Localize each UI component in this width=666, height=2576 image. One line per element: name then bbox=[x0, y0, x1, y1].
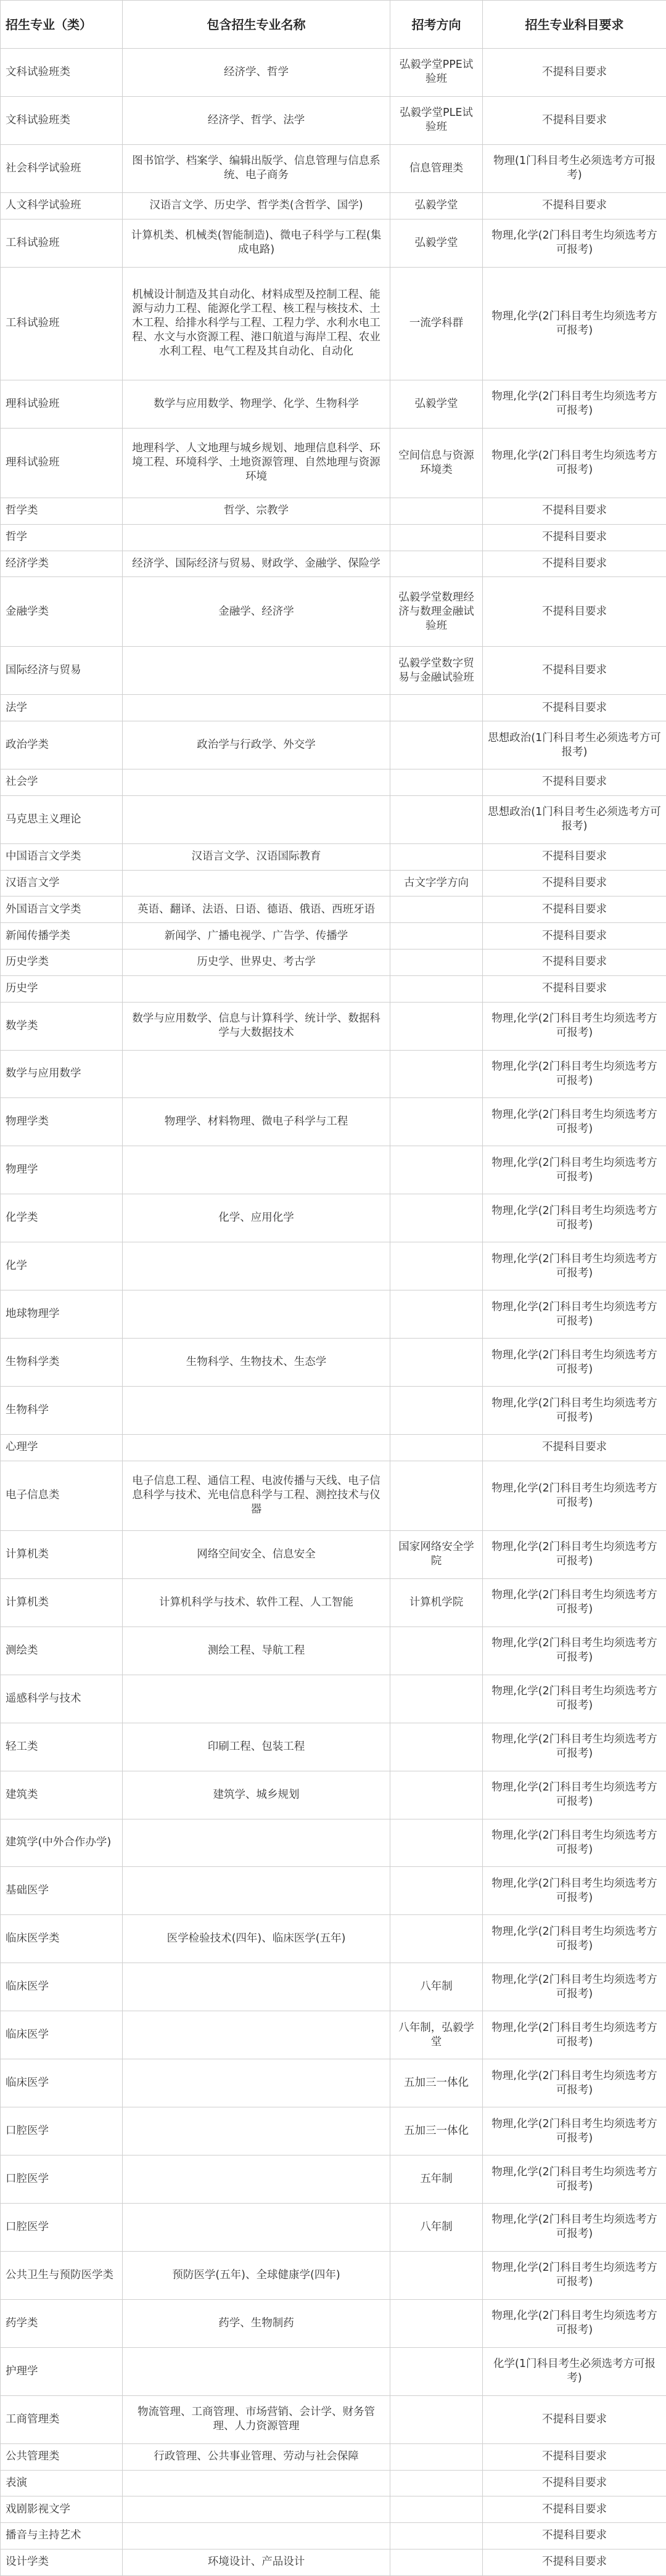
cell-subject-requirement: 不提科目要求 bbox=[483, 647, 666, 695]
cell-direction: 计算机学院 bbox=[390, 1578, 483, 1626]
cell-direction: 八年制，弘毅学堂 bbox=[390, 2011, 483, 2059]
cell-direction bbox=[390, 1675, 483, 1723]
table-row bbox=[1, 1626, 666, 1675]
table-row bbox=[1, 96, 666, 144]
cell-direction bbox=[390, 1098, 483, 1146]
cell-direction bbox=[390, 1819, 483, 1867]
cell-direction bbox=[390, 2395, 483, 2443]
cell-subject-requirement: 物理,化学(2门科目考生均须选考方可报考) bbox=[483, 1290, 666, 1339]
cell-major: 表演 bbox=[1, 2470, 123, 2496]
cell-included-majors bbox=[123, 647, 390, 695]
cell-major: 人文科学试验班 bbox=[1, 192, 123, 219]
cell-major: 社会科学试验班 bbox=[1, 144, 123, 192]
cell-major: 社会学 bbox=[1, 769, 123, 796]
cell-major: 建筑类 bbox=[1, 1771, 123, 1819]
table-row bbox=[1, 1675, 666, 1723]
cell-direction bbox=[390, 1435, 483, 1461]
cell-subject-requirement: 思想政治(1门科目考生必须选考方可报考) bbox=[483, 721, 666, 769]
cell-included-majors: 环境设计、产品设计 bbox=[123, 2549, 390, 2575]
cell-major: 心理学 bbox=[1, 1435, 123, 1461]
cell-subject-requirement: 物理,化学(2门科目考生均须选考方可报考) bbox=[483, 1461, 666, 1530]
cell-major: 新闻传播学类 bbox=[1, 923, 123, 950]
cell-major: 轻工类 bbox=[1, 1723, 123, 1771]
table-row bbox=[1, 577, 666, 647]
cell-subject-requirement: 物理,化学(2门科目考生均须选考方可报考) bbox=[483, 1771, 666, 1819]
cell-included-majors bbox=[123, 2204, 390, 2252]
cell-included-majors: 经济学、国际经济与贸易、财政学、金融学、保险学 bbox=[123, 551, 390, 577]
cell-direction bbox=[390, 769, 483, 796]
header-subject-requirement: 招生专业科目要求 bbox=[483, 1, 666, 49]
table-row bbox=[1, 1194, 666, 1242]
cell-direction: 八年制 bbox=[390, 1963, 483, 2011]
cell-direction bbox=[390, 1002, 483, 1050]
cell-major: 临床医学 bbox=[1, 2011, 123, 2059]
cell-subject-requirement: 不提科目要求 bbox=[483, 577, 666, 647]
cell-subject-requirement: 不提科目要求 bbox=[483, 843, 666, 870]
cell-subject-requirement: 物理,化学(2门科目考生均须选考方可报考) bbox=[483, 1050, 666, 1098]
cell-major: 化学类 bbox=[1, 1194, 123, 1242]
header-major: 招生专业（类） bbox=[1, 1, 123, 49]
cell-included-majors bbox=[123, 2059, 390, 2107]
cell-direction bbox=[390, 923, 483, 950]
table-row bbox=[1, 1578, 666, 1626]
table-row bbox=[1, 769, 666, 796]
cell-subject-requirement: 不提科目要求 bbox=[483, 2496, 666, 2523]
cell-included-majors: 汉语言文学、历史学、哲学类(含哲学、国学) bbox=[123, 192, 390, 219]
cell-direction bbox=[390, 1387, 483, 1435]
cell-included-majors: 网络空间安全、信息安全 bbox=[123, 1530, 390, 1578]
table-row bbox=[1, 721, 666, 769]
cell-subject-requirement: 物理,化学(2门科目考生均须选考方可报考) bbox=[483, 219, 666, 267]
table-row bbox=[1, 2443, 666, 2470]
cell-direction bbox=[390, 2523, 483, 2549]
cell-major: 地球物理学 bbox=[1, 1290, 123, 1339]
cell-direction bbox=[390, 551, 483, 577]
table-row bbox=[1, 647, 666, 695]
cell-subject-requirement: 物理,化学(2门科目考生均须选考方可报考) bbox=[483, 1626, 666, 1675]
cell-major: 药学类 bbox=[1, 2299, 123, 2347]
table-row bbox=[1, 1963, 666, 2011]
cell-direction bbox=[390, 1723, 483, 1771]
cell-included-majors: 经济学、哲学、法学 bbox=[123, 96, 390, 144]
table-row bbox=[1, 2496, 666, 2523]
cell-included-majors: 印刷工程、包装工程 bbox=[123, 1723, 390, 1771]
cell-major: 公共管理类 bbox=[1, 2443, 123, 2470]
cell-direction bbox=[390, 2470, 483, 2496]
cell-subject-requirement: 不提科目要求 bbox=[483, 2443, 666, 2470]
table-row bbox=[1, 2251, 666, 2299]
cell-included-majors bbox=[123, 1146, 390, 1194]
cell-major: 工科试验班 bbox=[1, 219, 123, 267]
cell-direction: 一流学科群 bbox=[390, 267, 483, 380]
cell-subject-requirement: 物理,化学(2门科目考生均须选考方可报考) bbox=[483, 1339, 666, 1387]
cell-subject-requirement: 不提科目要求 bbox=[483, 896, 666, 923]
table-row bbox=[1, 949, 666, 975]
cell-included-majors bbox=[123, 2347, 390, 2395]
header-included-majors: 包含招生专业名称 bbox=[123, 1, 390, 49]
cell-subject-requirement: 物理,化学(2门科目考生均须选考方可报考) bbox=[483, 2156, 666, 2204]
cell-included-majors: 历史学、世界史、考古学 bbox=[123, 949, 390, 975]
cell-included-majors: 医学检验技术(四年)、临床医学(五年) bbox=[123, 1915, 390, 1963]
cell-direction: 弘毅学堂PLE试验班 bbox=[390, 96, 483, 144]
cell-subject-requirement: 物理,化学(2门科目考生均须选考方可报考) bbox=[483, 1098, 666, 1146]
cell-subject-requirement: 不提科目要求 bbox=[483, 2395, 666, 2443]
table-row bbox=[1, 1723, 666, 1771]
cell-subject-requirement: 物理,化学(2门科目考生均须选考方可报考) bbox=[483, 1915, 666, 1963]
cell-included-majors: 计算机科学与技术、软件工程、人工智能 bbox=[123, 1578, 390, 1626]
cell-major: 临床医学类 bbox=[1, 1915, 123, 1963]
table-row bbox=[1, 870, 666, 896]
cell-direction bbox=[390, 1242, 483, 1290]
cell-major: 临床医学 bbox=[1, 2059, 123, 2107]
table-header bbox=[1, 1, 666, 49]
table-row bbox=[1, 1098, 666, 1146]
cell-included-majors bbox=[123, 1435, 390, 1461]
cell-included-majors bbox=[123, 795, 390, 843]
cell-major: 法学 bbox=[1, 695, 123, 721]
cell-included-majors: 物理学、材料物理、微电子科学与工程 bbox=[123, 1098, 390, 1146]
table-row bbox=[1, 1002, 666, 1050]
cell-subject-requirement: 物理,化学(2门科目考生均须选考方可报考) bbox=[483, 1723, 666, 1771]
header-direction: 招考方向 bbox=[390, 1, 483, 49]
cell-direction bbox=[390, 2443, 483, 2470]
cell-subject-requirement: 物理,化学(2门科目考生均须选考方可报考) bbox=[483, 1963, 666, 2011]
cell-subject-requirement: 物理,化学(2门科目考生均须选考方可报考) bbox=[483, 1242, 666, 1290]
cell-direction bbox=[390, 1915, 483, 1963]
cell-included-majors: 汉语言文学、汉语国际教育 bbox=[123, 843, 390, 870]
cell-direction: 弘毅学堂 bbox=[390, 219, 483, 267]
cell-direction bbox=[390, 2347, 483, 2395]
cell-subject-requirement: 物理,化学(2门科目考生均须选考方可报考) bbox=[483, 380, 666, 428]
table-row bbox=[1, 1530, 666, 1578]
table-row bbox=[1, 1242, 666, 1290]
cell-major: 历史学类 bbox=[1, 949, 123, 975]
cell-subject-requirement: 不提科目要求 bbox=[483, 769, 666, 796]
table-row bbox=[1, 843, 666, 870]
cell-major: 临床医学 bbox=[1, 1963, 123, 2011]
cell-included-majors: 建筑学、城乡规划 bbox=[123, 1771, 390, 1819]
cell-included-majors: 政治学与行政学、外交学 bbox=[123, 721, 390, 769]
cell-direction bbox=[390, 1050, 483, 1098]
cell-major: 汉语言文学 bbox=[1, 870, 123, 896]
table-row bbox=[1, 795, 666, 843]
cell-included-majors: 化学、应用化学 bbox=[123, 1194, 390, 1242]
table-row bbox=[1, 2299, 666, 2347]
cell-included-majors: 新闻学、广播电视学、广告学、传播学 bbox=[123, 923, 390, 950]
cell-direction: 信息管理类 bbox=[390, 144, 483, 192]
table-row bbox=[1, 192, 666, 219]
table-row bbox=[1, 2347, 666, 2395]
cell-subject-requirement: 不提科目要求 bbox=[483, 2470, 666, 2496]
cell-included-majors: 数学与应用数学、信息与计算科学、统计学、数据科学与大数据技术 bbox=[123, 1002, 390, 1050]
cell-included-majors bbox=[123, 769, 390, 796]
cell-direction: 弘毅学堂PPE试验班 bbox=[390, 49, 483, 97]
cell-included-majors: 预防医学(五年)、全球健康学(四年) bbox=[123, 2251, 390, 2299]
cell-major: 计算机类 bbox=[1, 1530, 123, 1578]
cell-major: 哲学类 bbox=[1, 498, 123, 524]
cell-subject-requirement: 物理,化学(2门科目考生均须选考方可报考) bbox=[483, 2059, 666, 2107]
cell-direction bbox=[390, 1461, 483, 1530]
cell-direction: 弘毅学堂数字贸易与金融试验班 bbox=[390, 647, 483, 695]
cell-included-majors bbox=[123, 695, 390, 721]
cell-included-majors: 行政管理、公共事业管理、劳动与社会保障 bbox=[123, 2443, 390, 2470]
table-row bbox=[1, 923, 666, 950]
cell-subject-requirement: 物理,化学(2门科目考生均须选考方可报考) bbox=[483, 1146, 666, 1194]
cell-major: 物理学 bbox=[1, 1146, 123, 1194]
cell-included-majors bbox=[123, 1675, 390, 1723]
cell-major: 数学与应用数学 bbox=[1, 1050, 123, 1098]
cell-direction bbox=[390, 843, 483, 870]
table-row bbox=[1, 2523, 666, 2549]
cell-subject-requirement: 物理,化学(2门科目考生均须选考方可报考) bbox=[483, 2299, 666, 2347]
cell-subject-requirement: 物理,化学(2门科目考生均须选考方可报考) bbox=[483, 2204, 666, 2252]
cell-included-majors bbox=[123, 1963, 390, 2011]
cell-subject-requirement: 物理,化学(2门科目考生均须选考方可报考) bbox=[483, 267, 666, 380]
cell-included-majors bbox=[123, 2011, 390, 2059]
cell-direction bbox=[390, 2299, 483, 2347]
cell-major: 工商管理类 bbox=[1, 2395, 123, 2443]
cell-subject-requirement: 物理,化学(2门科目考生均须选考方可报考) bbox=[483, 1867, 666, 1915]
table-row bbox=[1, 219, 666, 267]
table-row bbox=[1, 1339, 666, 1387]
cell-major: 数学类 bbox=[1, 1002, 123, 1050]
table-row bbox=[1, 498, 666, 524]
table-row bbox=[1, 2107, 666, 2156]
cell-included-majors bbox=[123, 2156, 390, 2204]
cell-major: 设计学类 bbox=[1, 2549, 123, 2575]
cell-direction bbox=[390, 1339, 483, 1387]
cell-included-majors bbox=[123, 524, 390, 551]
table-row bbox=[1, 1387, 666, 1435]
cell-included-majors: 电子信息工程、通信工程、电波传播与天线、电子信息科学与技术、光电信息科学与工程、测控技术与仪器 bbox=[123, 1461, 390, 1530]
cell-included-majors bbox=[123, 1050, 390, 1098]
cell-subject-requirement: 不提科目要求 bbox=[483, 695, 666, 721]
table-row bbox=[1, 49, 666, 97]
header-row bbox=[1, 1, 666, 49]
cell-subject-requirement: 不提科目要求 bbox=[483, 96, 666, 144]
cell-subject-requirement: 物理,化学(2门科目考生均须选考方可报考) bbox=[483, 1387, 666, 1435]
cell-included-majors: 地理科学、人文地理与城乡规划、地理信息科学、环境工程、环境科学、土地资源管理、自然地理与资源环境 bbox=[123, 428, 390, 498]
cell-subject-requirement: 不提科目要求 bbox=[483, 923, 666, 950]
table-row bbox=[1, 1771, 666, 1819]
cell-included-majors: 哲学、宗教学 bbox=[123, 498, 390, 524]
table-row bbox=[1, 1435, 666, 1461]
table-row bbox=[1, 1050, 666, 1098]
cell-major: 金融学类 bbox=[1, 577, 123, 647]
cell-included-majors bbox=[123, 1387, 390, 1435]
cell-direction: 五加三一体化 bbox=[390, 2059, 483, 2107]
table-row bbox=[1, 2470, 666, 2496]
cell-direction: 五加三一体化 bbox=[390, 2107, 483, 2156]
cell-direction bbox=[390, 2251, 483, 2299]
cell-included-majors bbox=[123, 1819, 390, 1867]
table-row bbox=[1, 1819, 666, 1867]
cell-subject-requirement: 不提科目要求 bbox=[483, 498, 666, 524]
cell-subject-requirement: 不提科目要求 bbox=[483, 975, 666, 1002]
cell-subject-requirement: 不提科目要求 bbox=[483, 551, 666, 577]
cell-subject-requirement: 不提科目要求 bbox=[483, 49, 666, 97]
cell-subject-requirement: 不提科目要求 bbox=[483, 1435, 666, 1461]
cell-major: 生物科学类 bbox=[1, 1339, 123, 1387]
cell-subject-requirement: 不提科目要求 bbox=[483, 524, 666, 551]
cell-direction bbox=[390, 2549, 483, 2575]
cell-included-majors: 图书馆学、档案学、编辑出版学、信息管理与信息系统、电子商务 bbox=[123, 144, 390, 192]
table-row bbox=[1, 1146, 666, 1194]
cell-major: 计算机类 bbox=[1, 1578, 123, 1626]
cell-included-majors bbox=[123, 2470, 390, 2496]
cell-direction bbox=[390, 1290, 483, 1339]
cell-included-majors: 英语、翻译、法语、日语、德语、俄语、西班牙语 bbox=[123, 896, 390, 923]
cell-major: 播音与主持艺术 bbox=[1, 2523, 123, 2549]
cell-included-majors: 药学、生物制药 bbox=[123, 2299, 390, 2347]
cell-direction bbox=[390, 896, 483, 923]
cell-direction bbox=[390, 975, 483, 1002]
table-row bbox=[1, 896, 666, 923]
cell-direction bbox=[390, 795, 483, 843]
cell-included-majors bbox=[123, 975, 390, 1002]
table-row bbox=[1, 2549, 666, 2575]
cell-major: 政治学类 bbox=[1, 721, 123, 769]
table-row bbox=[1, 1867, 666, 1915]
cell-direction bbox=[390, 1146, 483, 1194]
cell-direction: 弘毅学堂 bbox=[390, 192, 483, 219]
cell-subject-requirement: 物理,化学(2门科目考生均须选考方可报考) bbox=[483, 1578, 666, 1626]
cell-subject-requirement: 不提科目要求 bbox=[483, 870, 666, 896]
cell-major: 公共卫生与预防医学类 bbox=[1, 2251, 123, 2299]
cell-major: 工科试验班 bbox=[1, 267, 123, 380]
cell-major: 国际经济与贸易 bbox=[1, 647, 123, 695]
table-row bbox=[1, 524, 666, 551]
table-row bbox=[1, 551, 666, 577]
cell-included-majors: 经济学、哲学 bbox=[123, 49, 390, 97]
cell-major: 口腔医学 bbox=[1, 2156, 123, 2204]
cell-major: 口腔医学 bbox=[1, 2107, 123, 2156]
cell-included-majors bbox=[123, 870, 390, 896]
cell-included-majors: 物流管理、工商管理、市场营销、会计学、财务管理、人力资源管理 bbox=[123, 2395, 390, 2443]
cell-direction bbox=[390, 1867, 483, 1915]
cell-subject-requirement: 物理,化学(2门科目考生均须选考方可报考) bbox=[483, 1002, 666, 1050]
cell-direction bbox=[390, 524, 483, 551]
table-row bbox=[1, 1915, 666, 1963]
cell-subject-requirement: 物理(1门科目考生必须选考方可报考) bbox=[483, 144, 666, 192]
table-row bbox=[1, 1461, 666, 1530]
cell-subject-requirement: 物理,化学(2门科目考生均须选考方可报考) bbox=[483, 2107, 666, 2156]
cell-major: 测绘类 bbox=[1, 1626, 123, 1675]
cell-major: 电子信息类 bbox=[1, 1461, 123, 1530]
cell-subject-requirement: 不提科目要求 bbox=[483, 949, 666, 975]
cell-included-majors bbox=[123, 2523, 390, 2549]
cell-subject-requirement: 不提科目要求 bbox=[483, 2549, 666, 2575]
table-row bbox=[1, 2395, 666, 2443]
cell-direction bbox=[390, 2496, 483, 2523]
cell-major: 化学 bbox=[1, 1242, 123, 1290]
cell-subject-requirement: 物理,化学(2门科目考生均须选考方可报考) bbox=[483, 2011, 666, 2059]
cell-included-majors bbox=[123, 1242, 390, 1290]
cell-direction bbox=[390, 1194, 483, 1242]
cell-major: 口腔医学 bbox=[1, 2204, 123, 2252]
cell-major: 经济学类 bbox=[1, 551, 123, 577]
cell-subject-requirement: 物理,化学(2门科目考生均须选考方可报考) bbox=[483, 1819, 666, 1867]
cell-subject-requirement: 不提科目要求 bbox=[483, 2523, 666, 2549]
table-row bbox=[1, 975, 666, 1002]
cell-subject-requirement: 思想政治(1门科目考生必须选考方可报考) bbox=[483, 795, 666, 843]
cell-major: 外国语言文学类 bbox=[1, 896, 123, 923]
cell-included-majors: 计算机类、机械类(智能制造)、微电子科学与工程(集成电路) bbox=[123, 219, 390, 267]
cell-major: 理科试验班 bbox=[1, 428, 123, 498]
cell-major: 戏剧影视文学 bbox=[1, 2496, 123, 2523]
cell-included-majors bbox=[123, 2496, 390, 2523]
cell-major: 历史学 bbox=[1, 975, 123, 1002]
cell-major: 哲学 bbox=[1, 524, 123, 551]
cell-direction: 五年制 bbox=[390, 2156, 483, 2204]
cell-major: 理科试验班 bbox=[1, 380, 123, 428]
table-row bbox=[1, 428, 666, 498]
cell-subject-requirement: 物理,化学(2门科目考生均须选考方可报考) bbox=[483, 1194, 666, 1242]
cell-subject-requirement: 化学(1门科目考生必须选考方可报考) bbox=[483, 2347, 666, 2395]
table-row bbox=[1, 695, 666, 721]
cell-major: 护理学 bbox=[1, 2347, 123, 2395]
cell-direction bbox=[390, 721, 483, 769]
cell-major: 物理学类 bbox=[1, 1098, 123, 1146]
table-row bbox=[1, 380, 666, 428]
cell-subject-requirement: 物理,化学(2门科目考生均须选考方可报考) bbox=[483, 2251, 666, 2299]
cell-included-majors bbox=[123, 2107, 390, 2156]
cell-included-majors: 金融学、经济学 bbox=[123, 577, 390, 647]
cell-subject-requirement: 物理,化学(2门科目考生均须选考方可报考) bbox=[483, 1675, 666, 1723]
table-row bbox=[1, 267, 666, 380]
table-body bbox=[1, 49, 666, 2576]
cell-direction bbox=[390, 498, 483, 524]
cell-included-majors bbox=[123, 1867, 390, 1915]
table-row bbox=[1, 144, 666, 192]
cell-subject-requirement: 物理,化学(2门科目考生均须选考方可报考) bbox=[483, 1530, 666, 1578]
cell-major: 中国语言文学类 bbox=[1, 843, 123, 870]
cell-major: 马克思主义理论 bbox=[1, 795, 123, 843]
cell-direction: 弘毅学堂 bbox=[390, 380, 483, 428]
cell-direction bbox=[390, 695, 483, 721]
cell-subject-requirement: 物理,化学(2门科目考生均须选考方可报考) bbox=[483, 428, 666, 498]
cell-direction: 国家网络安全学院 bbox=[390, 1530, 483, 1578]
cell-major: 遥感科学与技术 bbox=[1, 1675, 123, 1723]
cell-direction: 空间信息与资源环境类 bbox=[390, 428, 483, 498]
cell-included-majors: 生物科学、生物技术、生态学 bbox=[123, 1339, 390, 1387]
cell-direction bbox=[390, 949, 483, 975]
cell-included-majors bbox=[123, 1290, 390, 1339]
cell-major: 文科试验班类 bbox=[1, 96, 123, 144]
cell-direction: 弘毅学堂数理经济与数理金融试验班 bbox=[390, 577, 483, 647]
cell-direction bbox=[390, 1771, 483, 1819]
cell-direction: 八年制 bbox=[390, 2204, 483, 2252]
cell-major: 生物科学 bbox=[1, 1387, 123, 1435]
cell-major: 文科试验班类 bbox=[1, 49, 123, 97]
cell-direction bbox=[390, 1626, 483, 1675]
table-row bbox=[1, 1290, 666, 1339]
cell-direction: 古文字学方向 bbox=[390, 870, 483, 896]
table-row bbox=[1, 2011, 666, 2059]
cell-included-majors: 数学与应用数学、物理学、化学、生物科学 bbox=[123, 380, 390, 428]
cell-major: 建筑学(中外合作办学) bbox=[1, 1819, 123, 1867]
cell-subject-requirement: 不提科目要求 bbox=[483, 192, 666, 219]
table-row bbox=[1, 2204, 666, 2252]
table-row bbox=[1, 2156, 666, 2204]
cell-included-majors: 机械设计制造及其自动化、材料成型及控制工程、能源与动力工程、能源化学工程、核工程与核技术、土木工程、给排水科学与工程、工程力学、水利水电工程、水文与水资源工程、港口航道与海岸工程、农业水利工程、电气工程及其自动化、自动化 bbox=[123, 267, 390, 380]
cell-major: 基础医学 bbox=[1, 1867, 123, 1915]
table-row bbox=[1, 2059, 666, 2107]
cell-included-majors: 测绘工程、导航工程 bbox=[123, 1626, 390, 1675]
